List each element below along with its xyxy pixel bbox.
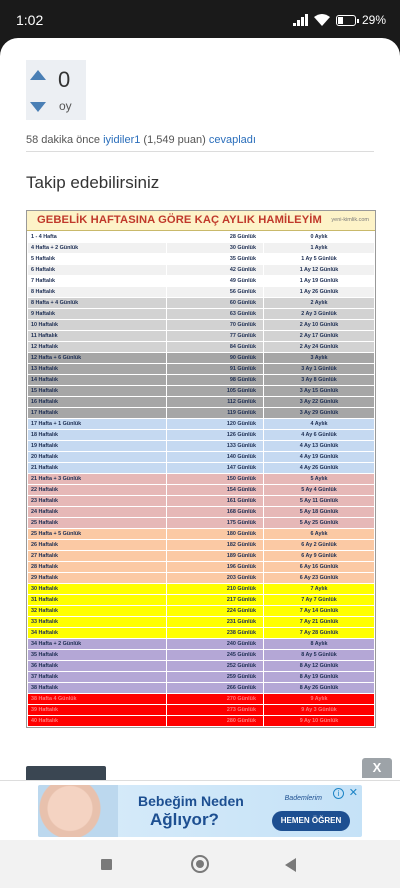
week-cell: 37 Haftalık [28, 672, 167, 683]
ad-container [0, 780, 400, 840]
week-cell: 35 Haftalık [28, 650, 167, 661]
week-cell: 13 Haftalık [28, 364, 167, 375]
month-cell: 0 Aylık [263, 232, 374, 243]
week-cell: 11 Haftalık [28, 331, 167, 342]
week-cell: 17 Hafta + 1 Günlük [28, 419, 167, 430]
week-cell: 9 Haftalık [28, 309, 167, 320]
week-cell: 8 Hafta + 4 Günlük [28, 298, 167, 309]
table-row [28, 309, 375, 320]
day-cell: 77 Günlük [166, 331, 263, 342]
month-cell: 3 Aylık [263, 353, 374, 364]
month-cell: 5 Ay 4 Günlük [263, 485, 374, 496]
answer-action-link[interactable]: cevapladı [208, 134, 256, 146]
back-icon[interactable] [285, 858, 296, 872]
table-row [28, 397, 375, 408]
month-cell: 8 Ay 12 Günlük [263, 661, 374, 672]
month-cell: 1 Ay 19 Günlük [263, 276, 374, 287]
week-cell: 20 Haftalık [28, 452, 167, 463]
month-cell: 7 Ay 7 Günlük [263, 595, 374, 606]
month-cell: 5 Ay 25 Günlük [263, 518, 374, 529]
week-cell: 10 Haftalık [28, 320, 167, 331]
table-row [28, 243, 375, 254]
day-cell: 60 Günlük [166, 298, 263, 309]
day-cell: 238 Günlük [166, 628, 263, 639]
day-cell: 112 Günlük [166, 397, 263, 408]
answer-time: 58 dakika önce [26, 134, 100, 146]
answer-user-link[interactable]: iyidiler1 [103, 134, 141, 146]
home-icon[interactable] [191, 855, 209, 873]
table-row [28, 639, 375, 650]
week-cell: 15 Haftalık [28, 386, 167, 397]
wifi-icon [314, 14, 330, 26]
table-row [28, 584, 375, 595]
week-cell: 33 Haftalık [28, 617, 167, 628]
nav-bar [0, 840, 400, 888]
table-row [28, 562, 375, 573]
week-cell: 29 Haftalık [28, 573, 167, 584]
table-row [28, 276, 375, 287]
answer-heading: Takip edebilirsiniz [26, 173, 160, 192]
dark-tab[interactable] [26, 766, 106, 780]
week-cell: 19 Haftalık [28, 441, 167, 452]
table-row [28, 694, 375, 705]
table-row [28, 661, 375, 672]
answer-points: (1,549 puan) [143, 134, 206, 146]
table-row [28, 617, 375, 628]
table-row [28, 430, 375, 441]
month-cell: 3 Ay 15 Günlük [263, 386, 374, 397]
table-row [28, 353, 375, 364]
day-cell: 42 Günlük [166, 265, 263, 276]
table-row [28, 496, 375, 507]
table-row [28, 408, 375, 419]
month-cell: 2 Aylık [263, 298, 374, 309]
ad-banner[interactable] [38, 785, 362, 837]
week-cell: 12 Haftalık [28, 342, 167, 353]
table-row [28, 320, 375, 331]
ad-info-icon[interactable]: i [333, 788, 344, 799]
day-cell: 280 Günlük [166, 716, 263, 727]
day-cell: 161 Günlük [166, 496, 263, 507]
table-row [28, 507, 375, 518]
table-row [28, 518, 375, 529]
table-row [28, 650, 375, 661]
day-cell: 119 Günlük [166, 408, 263, 419]
day-cell: 252 Günlük [166, 661, 263, 672]
table-row [28, 419, 375, 430]
week-cell: 16 Haftalık [28, 397, 167, 408]
table-row [28, 716, 375, 727]
day-cell: 35 Günlük [166, 254, 263, 265]
table-row [28, 705, 375, 716]
month-cell: 6 Ay 16 Günlük [263, 562, 374, 573]
week-cell: 14 Haftalık [28, 375, 167, 386]
month-cell: 7 Ay 14 Günlük [263, 606, 374, 617]
day-cell: 175 Günlük [166, 518, 263, 529]
table-row [28, 232, 375, 243]
week-cell: 8 Haftalık [28, 287, 167, 298]
day-cell: 90 Günlük [166, 353, 263, 364]
week-cell: 5 Haftalık [28, 254, 167, 265]
day-cell: 245 Günlük [166, 650, 263, 661]
week-cell: 4 Hafta + 2 Günlük [28, 243, 167, 254]
battery-percent: 29% [361, 13, 386, 27]
table-row [28, 551, 375, 562]
month-cell: 6 Ay 9 Günlük [263, 551, 374, 562]
table-row [28, 683, 375, 694]
battery-icon [336, 15, 356, 26]
table-header [27, 211, 375, 231]
table-row [28, 298, 375, 309]
month-cell: 1 Ay 26 Günlük [263, 287, 374, 298]
day-cell: 56 Günlük [166, 287, 263, 298]
signal-icon [293, 14, 308, 26]
week-cell: 21 Hafta + 3 Günlük [28, 474, 167, 485]
divider [26, 151, 374, 152]
table-row [28, 529, 375, 540]
answer-meta [26, 134, 256, 146]
table-row [28, 254, 375, 265]
day-cell: 133 Günlük [166, 441, 263, 452]
ad-line1: Bebeğim Neden [138, 793, 244, 809]
day-cell: 240 Günlük [166, 639, 263, 650]
month-cell: 7 Aylık [263, 584, 374, 595]
week-cell: 17 Haftalık [28, 408, 167, 419]
week-cell: 31 Haftalık [28, 595, 167, 606]
day-cell: 203 Günlük [166, 573, 263, 584]
day-cell: 154 Günlük [166, 485, 263, 496]
ad-x-icon[interactable]: ✕ [348, 787, 358, 799]
table-row [28, 452, 375, 463]
table-row [28, 441, 375, 452]
week-cell: 30 Haftalık [28, 584, 167, 595]
week-cell: 38 Haftalık [28, 683, 167, 694]
month-cell: 8 Ay 19 Günlük [263, 672, 374, 683]
week-cell: 40 Haftalık [28, 716, 167, 727]
day-cell: 150 Günlük [166, 474, 263, 485]
day-cell: 91 Günlük [166, 364, 263, 375]
month-cell: 7 Ay 21 Günlük [263, 617, 374, 628]
recents-icon[interactable] [101, 859, 112, 870]
day-cell: 140 Günlük [166, 452, 263, 463]
month-cell: 4 Aylık [263, 419, 374, 430]
week-cell: 36 Haftalık [28, 661, 167, 672]
table-row [28, 606, 375, 617]
pregnancy-table-image [26, 210, 376, 728]
status-icons [293, 13, 386, 27]
week-cell: 25 Hafta + 5 Günlük [28, 529, 167, 540]
month-cell: 5 Ay 18 Günlük [263, 507, 374, 518]
vote-count: 0 [58, 67, 71, 92]
vote-unit: oy [59, 99, 72, 113]
table-row [28, 573, 375, 584]
week-cell: 39 Haftalık [28, 705, 167, 716]
month-cell: 9 Aylık [263, 694, 374, 705]
table-row [28, 386, 375, 397]
month-cell: 6 Aylık [263, 529, 374, 540]
table-row [28, 628, 375, 639]
ad-brand-logo: Bademlerim [284, 795, 322, 802]
week-cell: 28 Haftalık [28, 562, 167, 573]
month-cell: 4 Ay 26 Günlük [263, 463, 374, 474]
week-cell: 22 Haftalık [28, 485, 167, 496]
month-cell: 3 Ay 22 Günlük [263, 397, 374, 408]
table-row [28, 595, 375, 606]
day-cell: 270 Günlük [166, 694, 263, 705]
week-cell: 32 Haftalık [28, 606, 167, 617]
table-row [28, 540, 375, 551]
table-site: yeni-kimlik.com [331, 217, 369, 223]
month-cell: 4 Ay 6 Günlük [263, 430, 374, 441]
upvote-arrow-icon[interactable] [30, 70, 46, 80]
table-row [28, 287, 375, 298]
day-cell: 147 Günlük [166, 463, 263, 474]
month-cell: 7 Ay 28 Günlük [263, 628, 374, 639]
week-cell: 12 Hafta + 6 Günlük [28, 353, 167, 364]
month-cell: 3 Ay 8 Günlük [263, 375, 374, 386]
table-row [28, 474, 375, 485]
week-cell: 6 Haftalık [28, 265, 167, 276]
day-cell: 189 Günlük [166, 551, 263, 562]
month-cell: 8 Ay 26 Günlük [263, 683, 374, 694]
answer-card [0, 38, 400, 780]
table-title: GEBELİK HAFTASINA GÖRE KAÇ AYLIK HAMİLEYİM [37, 214, 322, 226]
ad-close-button[interactable]: X [362, 758, 392, 778]
month-cell: 8 Ay 5 Günlük [263, 650, 374, 661]
month-cell: 1 Aylık [263, 243, 374, 254]
day-cell: 30 Günlük [166, 243, 263, 254]
month-cell: 1 Ay 5 Günlük [263, 254, 374, 265]
day-cell: 266 Günlük [166, 683, 263, 694]
month-cell: 2 Ay 3 Günlük [263, 309, 374, 320]
table-row [28, 485, 375, 496]
week-cell: 21 Haftalık [28, 463, 167, 474]
table-row [28, 342, 375, 353]
month-cell: 3 Ay 29 Günlük [263, 408, 374, 419]
day-cell: 84 Günlük [166, 342, 263, 353]
week-cell: 26 Haftalık [28, 540, 167, 551]
week-cell: 38 Hafta 4 Günlük [28, 694, 167, 705]
vote-box [26, 60, 86, 120]
day-cell: 168 Günlük [166, 507, 263, 518]
ad-line2: Ağlıyor? [150, 810, 219, 829]
month-cell: 6 Ay 2 Günlük [263, 540, 374, 551]
week-cell: 34 Haftalık [28, 628, 167, 639]
status-bar [0, 0, 400, 40]
day-cell: 210 Günlük [166, 584, 263, 595]
table-row [28, 364, 375, 375]
table-row [28, 672, 375, 683]
month-cell: 6 Ay 23 Günlük [263, 573, 374, 584]
week-cell: 24 Haftalık [28, 507, 167, 518]
day-cell: 49 Günlük [166, 276, 263, 287]
week-cell: 34 Hafta + 2 Günlük [28, 639, 167, 650]
day-cell: 120 Günlük [166, 419, 263, 430]
month-cell: 9 Ay 10 Günlük [263, 716, 374, 727]
ad-cta-button[interactable]: HEMEN ÖĞREN [272, 811, 350, 831]
month-cell: 3 Ay 1 Günlük [263, 364, 374, 375]
ad-baby-image [38, 785, 118, 837]
week-cell: 1 - 4 Hafta [28, 232, 167, 243]
month-cell: 9 Ay 3 Günlük [263, 705, 374, 716]
day-cell: 105 Günlük [166, 386, 263, 397]
day-cell: 63 Günlük [166, 309, 263, 320]
day-cell: 126 Günlük [166, 430, 263, 441]
day-cell: 182 Günlük [166, 540, 263, 551]
day-cell: 224 Günlük [166, 606, 263, 617]
pregnancy-table [27, 231, 375, 727]
downvote-arrow-icon[interactable] [30, 102, 46, 112]
table-row [28, 265, 375, 276]
day-cell: 196 Günlük [166, 562, 263, 573]
status-time: 1:02 [16, 12, 44, 28]
table-row [28, 463, 375, 474]
day-cell: 259 Günlük [166, 672, 263, 683]
day-cell: 231 Günlük [166, 617, 263, 628]
week-cell: 18 Haftalık [28, 430, 167, 441]
month-cell: 5 Aylık [263, 474, 374, 485]
day-cell: 217 Günlük [166, 595, 263, 606]
day-cell: 180 Günlük [166, 529, 263, 540]
week-cell: 25 Haftalık [28, 518, 167, 529]
table-row [28, 375, 375, 386]
month-cell: 4 Ay 19 Günlük [263, 452, 374, 463]
week-cell: 7 Haftalık [28, 276, 167, 287]
month-cell: 5 Ay 11 Günlük [263, 496, 374, 507]
week-cell: 23 Haftalık [28, 496, 167, 507]
month-cell: 1 Ay 12 Günlük [263, 265, 374, 276]
month-cell: 2 Ay 24 Günlük [263, 342, 374, 353]
day-cell: 273 Günlük [166, 705, 263, 716]
month-cell: 2 Ay 17 Günlük [263, 331, 374, 342]
month-cell: 8 Aylık [263, 639, 374, 650]
table-row [28, 331, 375, 342]
day-cell: 70 Günlük [166, 320, 263, 331]
day-cell: 98 Günlük [166, 375, 263, 386]
month-cell: 2 Ay 10 Günlük [263, 320, 374, 331]
day-cell: 28 Günlük [166, 232, 263, 243]
month-cell: 4 Ay 13 Günlük [263, 441, 374, 452]
week-cell: 27 Haftalık [28, 551, 167, 562]
